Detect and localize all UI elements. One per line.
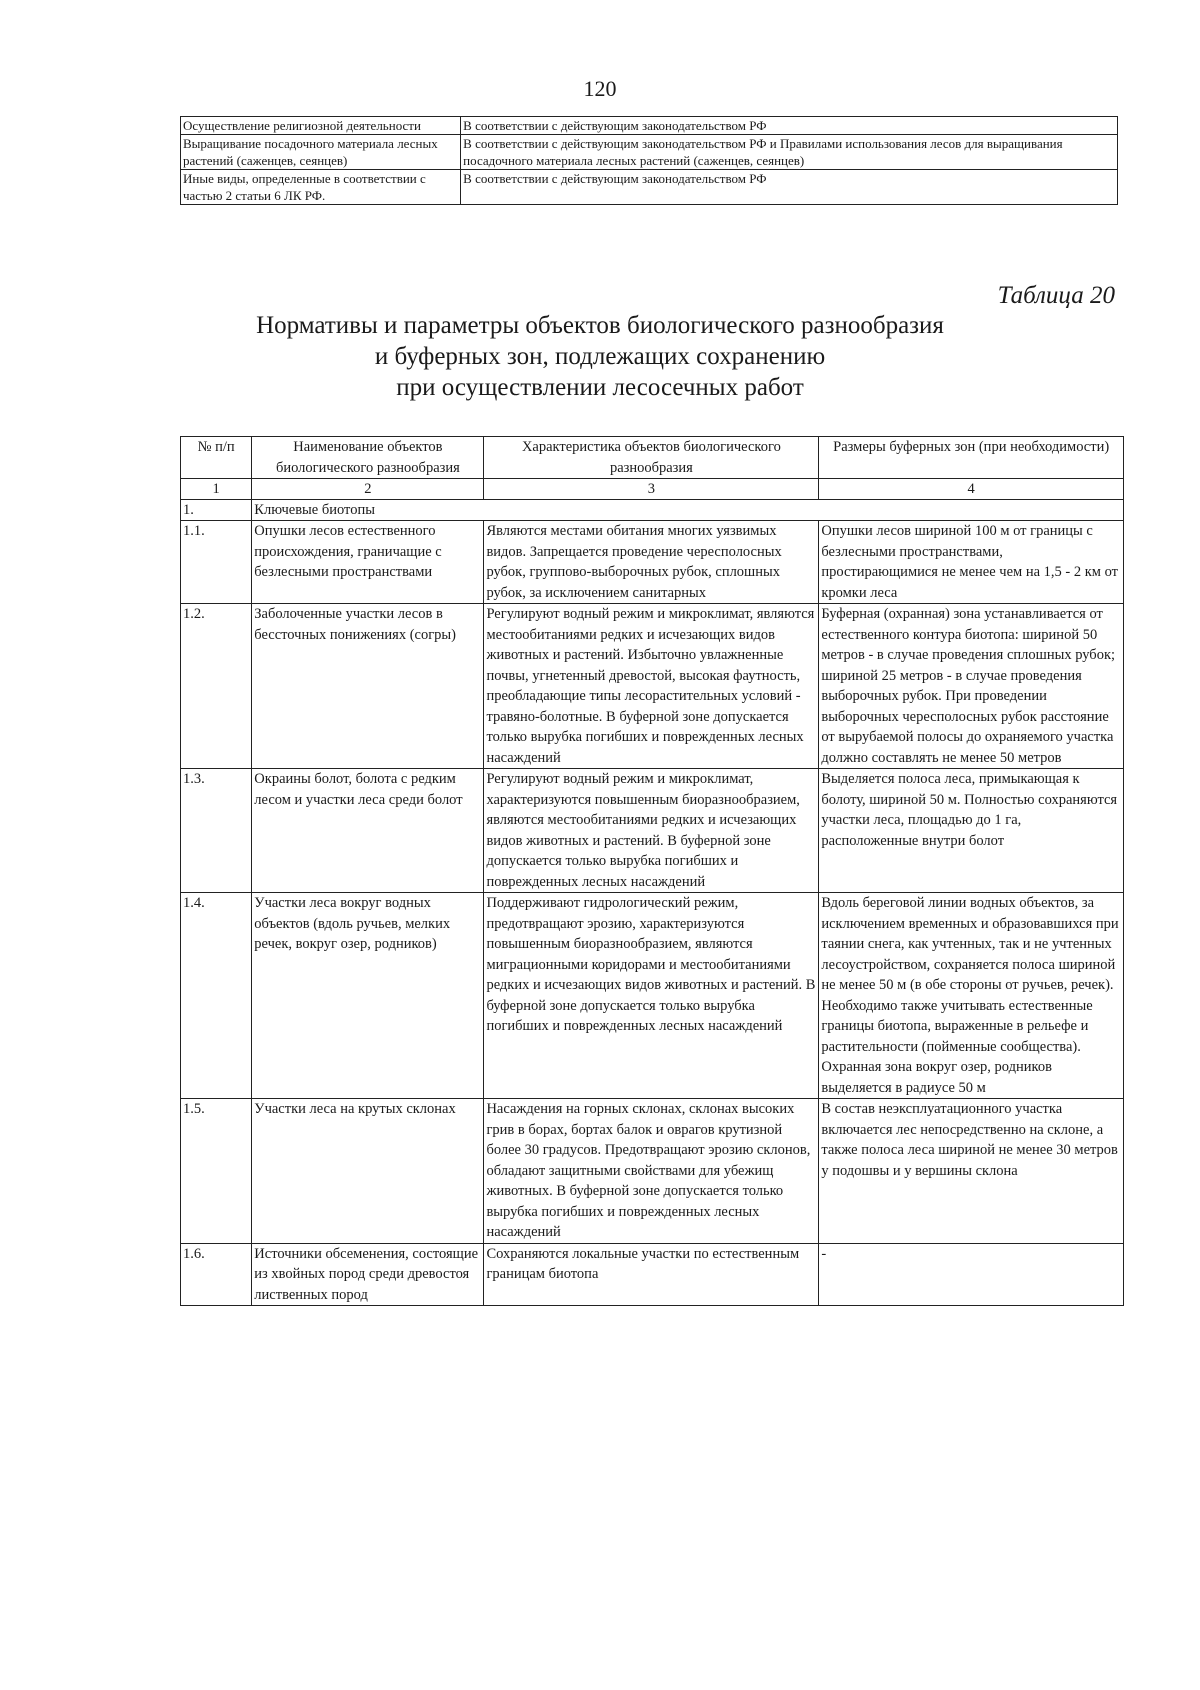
row-buffer: Выделяется полоса леса, примыкающая к болоту, шириной 50 м. Полностью сохраняются участки леса, площадью до 1 га, расположенные внутри болот xyxy=(819,769,1124,893)
page-number: 120 xyxy=(583,76,617,101)
table-row xyxy=(181,1099,1124,1244)
header-name: Наименование объектов биологического разнообразия xyxy=(252,437,484,479)
column-number: 4 xyxy=(819,479,1124,500)
table-row xyxy=(181,135,1118,170)
table-label: Таблица 20 xyxy=(997,282,1115,309)
row-num: 1.5. xyxy=(181,1099,252,1244)
row-name: Участки леса на крутых склонах xyxy=(252,1099,484,1244)
permitted-uses-table xyxy=(180,116,1118,205)
row-characteristic: Сохраняются локальные участки по естественным границам биотопа xyxy=(484,1243,819,1306)
column-number: 2 xyxy=(252,479,484,500)
requirement-cell: В соответствии с действующим законодательством РФ xyxy=(461,117,1118,135)
row-name: Окраины болот, болота с редким лесом и участки леса среди болот xyxy=(252,769,484,893)
row-num: 1.2. xyxy=(181,604,252,769)
table-row xyxy=(181,893,1124,1099)
header-num: № п/п xyxy=(181,437,252,479)
row-characteristic: Являются местами обитания многих уязвимых видов. Запрещается проведение чересполосных рубок, группово-выборочных рубок, сплошных рубок, за исключением санитарных xyxy=(484,521,819,604)
column-number: 1 xyxy=(181,479,252,500)
column-number: 3 xyxy=(484,479,819,500)
row-name: Источники обсеменения, состоящие из хвойных пород среди древостоя лиственных пород xyxy=(252,1243,484,1306)
activity-cell: Осуществление религиозной деятельности xyxy=(181,117,461,135)
header-row xyxy=(181,437,1124,479)
row-num: 1.6. xyxy=(181,1243,252,1306)
row-buffer: - xyxy=(819,1243,1124,1306)
row-buffer: В состав неэксплуатационного участка включается лес непосредственно на склоне, а также полоса леса шириной не менее 30 метров у подошвы и у вершины склона xyxy=(819,1099,1124,1244)
section-title: Ключевые биотопы xyxy=(252,500,1124,521)
table-heading xyxy=(0,310,1200,403)
heading-line-1: Нормативы и параметры объектов биологического разнообразия xyxy=(256,312,944,339)
biodiversity-norms-table xyxy=(180,436,1124,1306)
requirement-cell: В соответствии с действующим законодательством РФ и Правилами использования лесов для выращивания посадочного материала лесных растений (саженцев, сеянцев) xyxy=(461,135,1118,170)
row-num: 1.3. xyxy=(181,769,252,893)
row-characteristic: Регулируют водный режим и микроклимат, характеризуются повышенным биоразнообразием, являются местообитаниями редких и исчезающих видов животных и растений. В буферной зоне допускается только вырубка погибших и поврежденных лесных насаждений xyxy=(484,769,819,893)
activity-cell: Выращивание посадочного материала лесных растений (саженцев, сеянцев) xyxy=(181,135,461,170)
row-buffer: Опушки лесов шириной 100 м от границы с безлесными пространствами, простирающимися не менее чем на 1,5 - 2 км от кромки леса xyxy=(819,521,1124,604)
row-characteristic: Поддерживают гидрологический режим, предотвращают эрозию, характеризуются повышенным биоразнообразием, являются миграционными коридорами и местообитаниями редких и исчезающих видов животных и растений. В буферной зоне допускается только вырубка погибших и поврежденных лесных насаждений xyxy=(484,893,819,1099)
row-name: Заболоченные участки лесов в бессточных понижениях (согры) xyxy=(252,604,484,769)
table-row xyxy=(181,117,1118,135)
heading-line-3: при осуществлении лесосечных работ xyxy=(396,374,804,401)
row-buffer: Вдоль береговой линии водных объектов, за исключением временных и образовавшихся при таянии снега, как учтенных, так и не учтенных лесоустройством, сохраняется полоса шириной не менее 50 м (в обе стороны от ручьев, речек). Необходимо также учитывать естественные границы биотопа, выраженные в рельефе и растительности (пойменные сообщества). Охранная зона вокруг озер, родников выделяется в радиусе 50 м xyxy=(819,893,1124,1099)
table-row xyxy=(181,170,1118,205)
section-row xyxy=(181,500,1124,521)
section-num: 1. xyxy=(181,500,252,521)
row-num: 1.4. xyxy=(181,893,252,1099)
activity-cell: Иные виды, определенные в соответствии с частью 2 статьи 6 ЛК РФ. xyxy=(181,170,461,205)
row-characteristic: Насаждения на горных склонах, склонах высоких грив в борах, бортах балок и оврагов крутизной более 30 градусов. Предотвращают эрозию склонов, обладают защитными свойствами для убежищ животных. В буферной зоне допускается только вырубка погибших и поврежденных лесных насаждений xyxy=(484,1099,819,1244)
header-characteristic: Характеристика объектов биологического разнообразия xyxy=(484,437,819,479)
table-row xyxy=(181,604,1124,769)
header-buffer: Размеры буферных зон (при необходимости) xyxy=(819,437,1124,479)
table-row xyxy=(181,521,1124,604)
row-name: Участки леса вокруг водных объектов (вдоль ручьев, мелких речек, вокруг озер, родников) xyxy=(252,893,484,1099)
table-row xyxy=(181,769,1124,893)
requirement-cell: В соответствии с действующим законодательством РФ xyxy=(461,170,1118,205)
row-characteristic: Регулируют водный режим и микроклимат, являются местообитаниями редких и исчезающих видов животных и растений. Избыточно увлажненные почвы, угнетенный древостой, высокая фаутность, преобладающие типы лесорастительных условий - травяно-болотные. В буферной зоне допускается только вырубка погибших и поврежденных лесных насаждений xyxy=(484,604,819,769)
heading-line-2: и буферных зон, подлежащих сохранению xyxy=(374,343,826,370)
row-buffer: Буферная (охранная) зона устанавливается от естественного контура биотопа: шириной 50 метров - в случае проведения сплошных рубок; шириной 25 метров - в случае проведения выборочных рубок. При проведении выборочных чересполосных рубок расстояние от вырубаемой полосы до охраняемого участка должно составлять не менее 50 метров xyxy=(819,604,1124,769)
column-number-row xyxy=(181,479,1124,500)
table-row xyxy=(181,1243,1124,1306)
row-name: Опушки лесов естественного происхождения, граничащие с безлесными пространствами xyxy=(252,521,484,604)
row-num: 1.1. xyxy=(181,521,252,604)
